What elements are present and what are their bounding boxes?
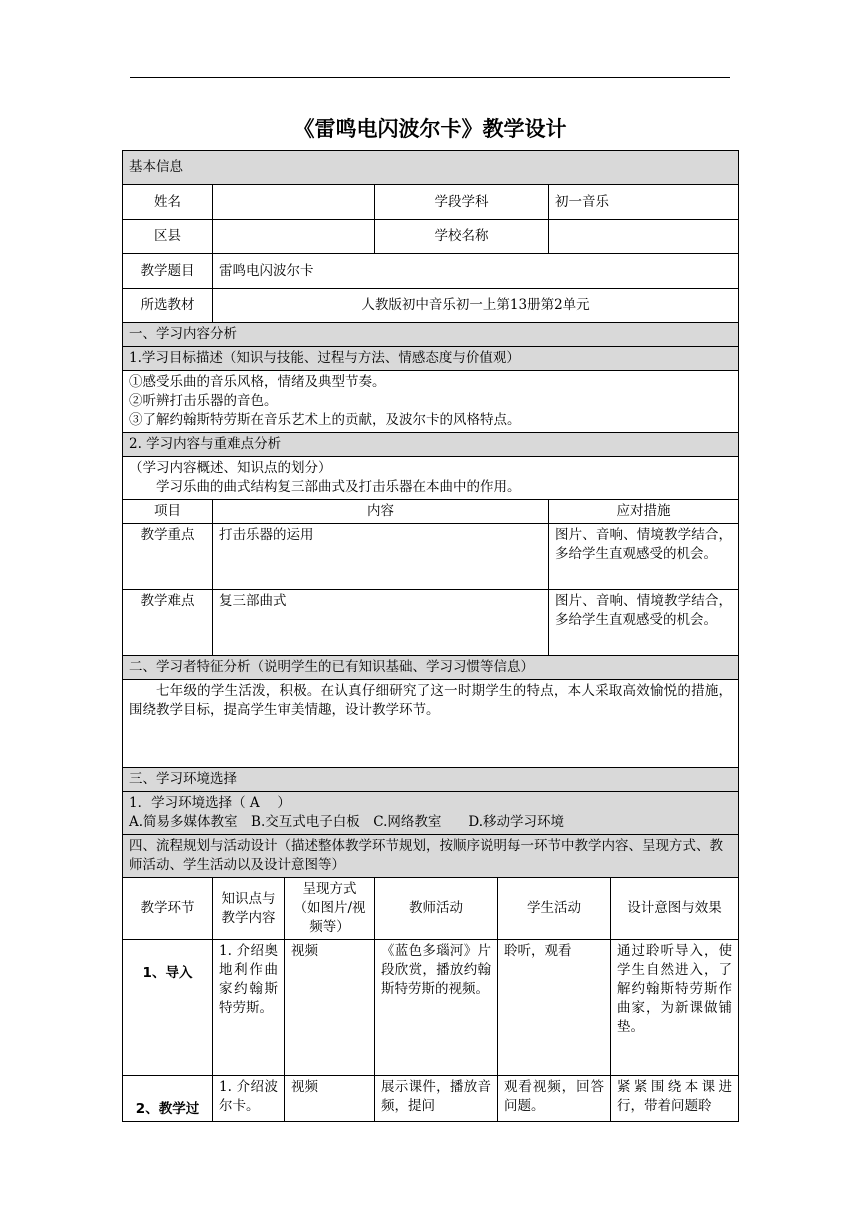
lesson-plan-table — [122, 150, 739, 1122]
key-point-measure: 图片、音响、情境教学结合，多给学生直观感受的机会。 — [549, 524, 739, 590]
flow-teacher-intro: 《蓝色多瑙河》片段欣赏，播放约翰斯特劳斯的视频。 — [375, 940, 498, 1076]
name-label: 姓名 — [123, 185, 213, 220]
flow-presentation-teaching: 视频 — [285, 1076, 375, 1122]
basic-info-header: 基本信息 — [123, 151, 739, 185]
overview-text: 学习乐曲的曲式结构复三部曲式及打击乐器在本曲中的作用。 — [156, 479, 521, 495]
flow-design-intro: 通过聆听导入，使学生自然进入，了解约翰斯特劳斯作曲家，为新课做铺垫。 — [611, 940, 739, 1076]
flow-student-teaching: 观看视频，回答问题。 — [498, 1076, 611, 1122]
flow-student-intro: 聆听，观看 — [498, 940, 611, 1076]
col-measure-header: 应对措施 — [549, 500, 739, 524]
section4-title: 四、流程规划与活动设计（描述整体教学环节规划，按顺序说明每一环节中教学内容、呈现方式、教师活动、学生活动以及设计意图等） — [123, 835, 739, 878]
flow-presentation-intro: 视频 — [285, 940, 375, 1076]
section2-title: 二、学习者特征分析（说明学生的已有知识基础、学习习惯等信息） — [123, 656, 739, 680]
environment-options: A.简易多媒体教室 B.交互式电子白板 C.网络教室 D.移动学习环境 — [129, 814, 565, 830]
learner-analysis-paragraph: 七年级的学生活泼，积极。在认真仔细研究了这一时期学生的特点，本人采取高效愉悦的措施，围绕教学目标，提高学生审美情趣，设计教学环节。 — [129, 683, 733, 718]
content-overview — [123, 457, 739, 500]
flow-knowledge-intro: 1. 介绍奥地利作曲家约翰斯特劳斯。 — [213, 940, 285, 1076]
environment-choice: 1．学习环境选择（ A ） — [129, 795, 291, 811]
flow-knowledge-teaching: 1. 介绍波尔卡。 — [213, 1076, 285, 1122]
document-title: 《雷鸣电闪波尔卡》教学设计 — [293, 117, 567, 141]
goal-item: ①感受乐曲的音乐风格，情绪及典型节奏。 — [129, 374, 386, 390]
key-point-label: 教学重点 — [123, 524, 213, 590]
flow-stage-teaching: 2、教学过 — [123, 1076, 213, 1122]
goal-item: ③了解约翰斯特劳斯在音乐艺术上的贡献，及波尔卡的风格特点。 — [129, 412, 521, 428]
overview-note: （学习内容概述、知识点的划分） — [129, 460, 332, 476]
section3-title: 三、学习环境选择 — [123, 768, 739, 792]
difficulty-content: 复三部曲式 — [213, 590, 549, 656]
key-point-content: 打击乐器的运用 — [213, 524, 549, 590]
flow-header-teacher: 教师活动 — [375, 878, 498, 940]
district-label: 区县 — [123, 220, 213, 254]
flow-header-knowledge: 知识点与教学内容 — [213, 878, 285, 940]
textbook-value: 人教版初中音乐初一上第13册第2单元 — [213, 289, 739, 323]
learning-goals-header: 1.学习目标描述（知识与技能、过程与方法、情感态度与价值观） — [123, 347, 739, 371]
col-item-header: 项目 — [123, 500, 213, 524]
learning-goals-list — [123, 371, 739, 433]
flow-design-teaching: 紧紧围绕本课进行，带着问题聆 — [611, 1076, 739, 1122]
flow-stage-intro: 1、导入 — [123, 940, 213, 1076]
district-value — [213, 220, 375, 254]
section1-title: 一、学习内容分析 — [123, 323, 739, 347]
school-label: 学校名称 — [375, 220, 549, 254]
name-value — [213, 185, 375, 220]
textbook-label: 所选教材 — [123, 289, 213, 323]
difficulty-label: 教学难点 — [123, 590, 213, 656]
stage-label: 学段学科 — [375, 185, 549, 220]
flow-header-presentation: 呈现方式（如图片/视频等） — [285, 878, 375, 940]
flow-teacher-teaching: 展示课件，播放音频，提问 — [375, 1076, 498, 1122]
header-rule — [130, 77, 730, 78]
environment-choice-block — [123, 792, 739, 835]
stage-value: 初一音乐 — [549, 185, 739, 220]
flow-header-stage: 教学环节 — [123, 878, 213, 940]
goal-item: ②听辨打击乐器的音色。 — [129, 393, 278, 409]
col-content-header: 内容 — [213, 500, 549, 524]
flow-header-student: 学生活动 — [498, 878, 611, 940]
difficulty-measure: 图片、音响、情境教学结合，多给学生直观感受的机会。 — [549, 590, 739, 656]
flow-header-design: 设计意图与效果 — [611, 878, 739, 940]
topic-value: 雷鸣电闪波尔卡 — [213, 254, 739, 289]
learner-analysis-text — [123, 680, 739, 768]
topic-label: 教学题目 — [123, 254, 213, 289]
school-value — [549, 220, 739, 254]
content-analysis-header: 2. 学习内容与重难点分析 — [123, 433, 739, 457]
